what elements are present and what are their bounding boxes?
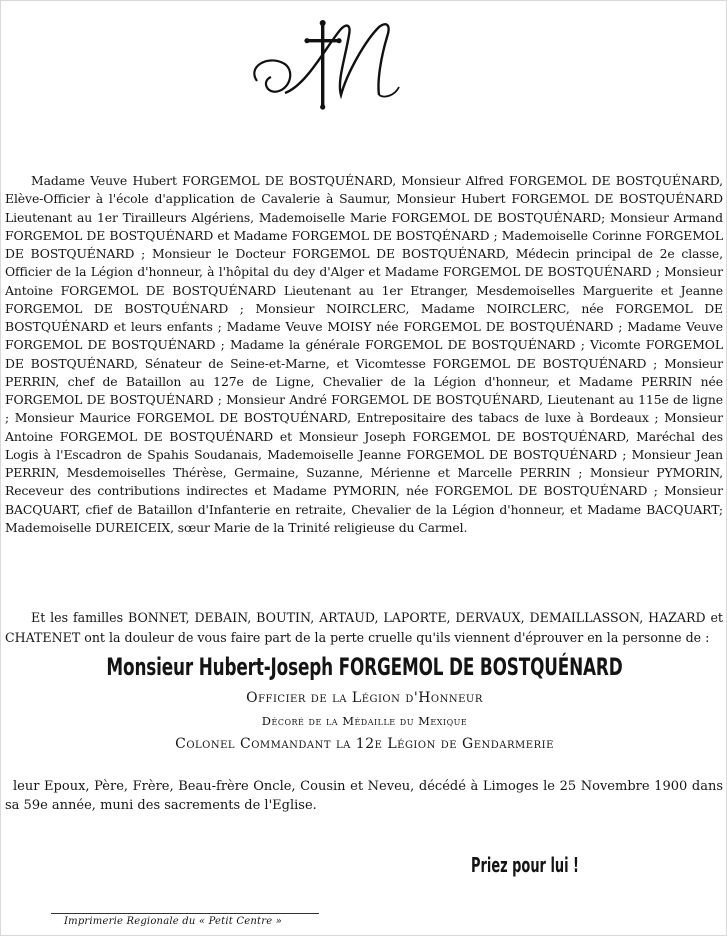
deceased-name: Monsieur Hubert-Joseph FORGEMOL DE BOSTQUÉNARD (106, 653, 623, 681)
prayer-line: Priez pour lui ! (471, 853, 579, 877)
printer-credit: Imprimerie Regionale du « Petit Centre » (64, 916, 283, 927)
families-announcement: Et les familles BONNET, DEBAIN, BOUTIN, ARTAUD, LAPORTE, DERVAUX, DEMAILLASSON, HAZARD et CHATENET ont la douleur de vous faire part de la perte cruelle qu'ils viennent d'éprouver en la personne de : (5, 610, 723, 645)
title-medaille-mexique: Décoré de la Médaille du Mexique (261, 714, 468, 728)
title-colonel: Colonel Commandant la 12e Légion de Gendarmerie (175, 736, 554, 752)
monogram-with-cross (245, 15, 425, 115)
family-names-paragraph: Madame Veuve Hubert FORGEMOL DE BOSTQUÉNARD, Monsieur Alfred FORGEMOL DE BOSTQUÉNARD, Elève-Officier à l'école d'application de Cavalerie à Saumur, Monsieur Hubert FORGEMOL DE BOSTQUÉNARD Lieutenant au 1er Tirailleurs Algériens, Mademoiselle Marie FORGEMOL DE BOSTQUÉNARD; Monsieur Armand FORGEMOL DE BOSTQUÉNARD et Madame FORGEMOL DE BOSTQÉNARD ; Mademoiselle Corinne FORGEMOL DE BOSTQUÉNARD ; Monsieur le Docteur FORGEMOL DE BOSTQUÉNARD, Médecin principal de 2e classe, Officier de la Légion d'honneur, à l'hôpital du dey d'Alger et Madame FORGEMOL DE BOSTQUÉNARD ; Monsieur Antoine FORGEMOL DE BOSTQUÉNARD Lieutenant au 1er Etranger, Mesdemoiselles Marguerite et Jeanne FORGEMOL DE BOSTQUÉNARD ; Monsieur NOIRCLERC, Madame NOIRCLERC, née FORGEMOL DE BOSTQUÉNARD et leurs enfants ; Madame Veuve MOISY née FORGEMOL DE BOSTQUÉNARD ; Madame Veuve FORGEMOL DE BOSTQUÉNARD ; Madame la générale FORGEMOL DE BOSTQUÉNARD ; Vicomte FORGEMOL DE BOSTQUÉNARD, Sénateur de Seine-et-Marne, et Vicomtesse FORGEMOL DE BOSTQUÉNARD ; Monsieur PERRIN, chef de Bataillon au 127e de Ligne, Chevalier de la Légion d'honneur, et Madame PERRIN née FORGEMOL DE BOSTQUÉNARD ; Monsieur André FORGEMOL DE BOSTQUÉNARD, Lieutenant au 115e de ligne ; Monsieur Maurice FORGEMOL DE BOSTQUÉNARD, Entrepositaire des tabacs de luxe à Bordeaux ; Monsieur Antoine FORGEMOL DE BOSTQUÉNARD et Monsieur Joseph FORGEMOL DE BOSTQUÉNARD, Maréchal des Logis à l'Escadron de Spahis Soudanais, Mademoiselle Jeanne FORGEMOL DE BOSTQUÉNARD ; Monsieur Jean PERRIN, Mesdemoiselles Thérèse, Germaine, Suzanne, Mérienne et Marcelle PERRIN ; Monsieur PYMORIN, Receveur des contributions indirectes et Madame PYMORIN, née FORGEMOL DE BOSTQUÉNARD ; Monsieur BACQUART, cfief de Bataillon d'Infanterie en retraite, Chevalier de la Légion d'honneur, et Madame BACQUART; Mademoiselle DUREICEIX, sœur Marie de la Trinité religieuse du Carmel. (5, 173, 723, 535)
death-details: leur Epoux, Père, Frère, Beau-frère Oncle, Cousin et Neveu, décédé à Limoges le 25 Novembre 1900 dans sa 59e année, muni des sacrements de l'Eglise. (5, 779, 723, 813)
title-legion-honneur: Officier de la Légion d'Honneur (246, 690, 483, 706)
cross-m-monogram-icon (245, 15, 425, 115)
printer-divider (51, 913, 319, 914)
